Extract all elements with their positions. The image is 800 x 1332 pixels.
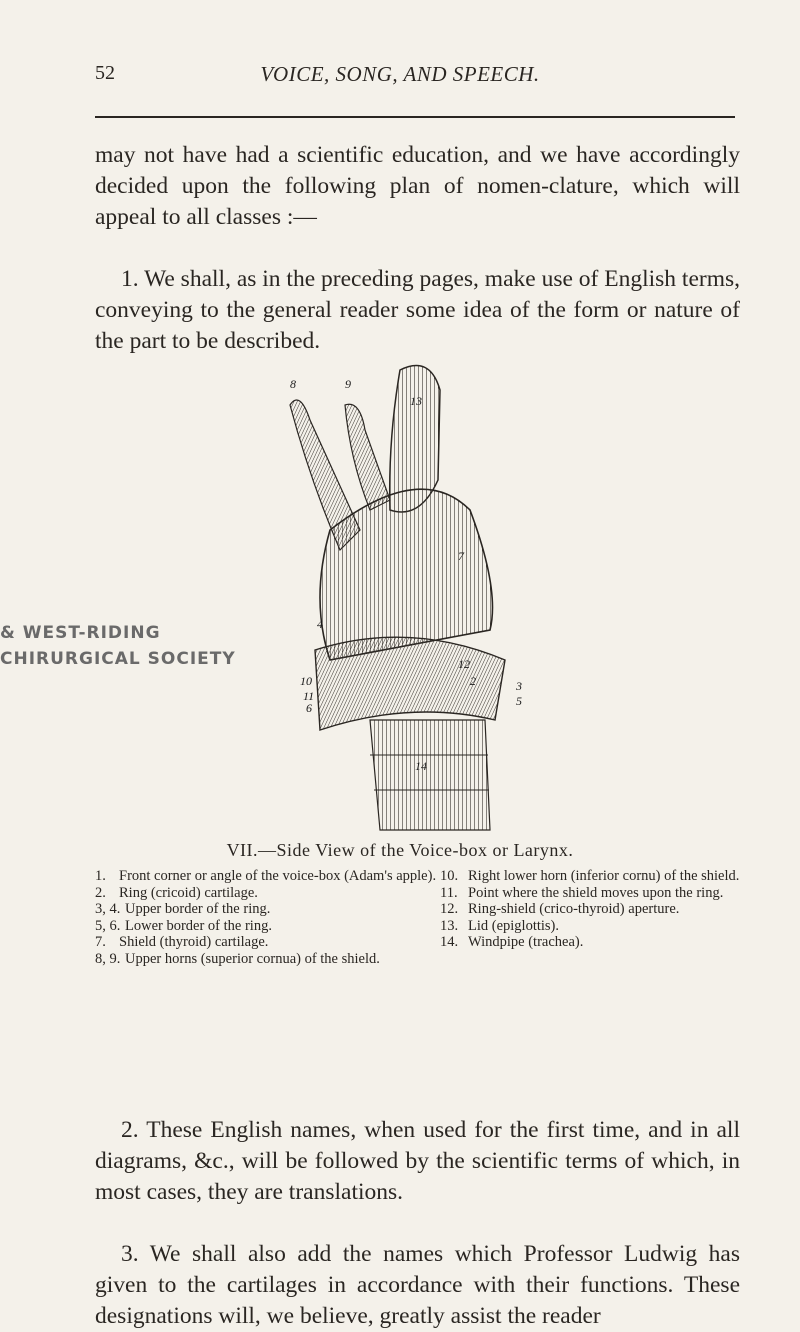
trachea xyxy=(370,720,490,830)
legend-item: 14. Windpipe (trachea). xyxy=(440,934,584,950)
paragraph-point-1: 1. We shall, as in the preceding pages, make use of English terms, conveying to the general reader some idea of the form or nature of the part to be described. xyxy=(95,266,740,354)
legend-item: 7. Shield (thyroid) cartilage. xyxy=(95,934,269,950)
stamp-line-1: & WEST-RIDING xyxy=(0,623,161,643)
cricoid-ring xyxy=(315,637,505,730)
label-7: 7 xyxy=(458,549,464,563)
legend-left xyxy=(95,868,440,967)
label-12: 12 xyxy=(458,657,470,671)
label-4: 4 xyxy=(317,617,323,631)
label-5: 5 xyxy=(516,694,522,708)
page-number: 52 xyxy=(95,62,115,84)
stamp-line-2: CHIRURGICAL SOCIETY xyxy=(0,649,236,669)
legend-item: 13. Lid (epiglottis). xyxy=(440,917,560,934)
legend-item: 11. Point where the shield moves upon the ring. xyxy=(440,884,724,901)
paragraph-point-3: 3. We shall also add the names which Professor Ludwig has given to the cartilages in accordance with their functions. These designations will, we believe, greatly assist the reader xyxy=(95,1241,740,1329)
label-9: 9 xyxy=(345,377,351,391)
header-rule xyxy=(95,116,735,118)
legend-item: 8, 9. Upper horns (superior cornua) of the shield. xyxy=(95,950,380,967)
label-10: 10 xyxy=(300,674,312,688)
label-3: 3 xyxy=(516,679,522,693)
larynx-illustration xyxy=(270,360,530,840)
superior-horn-right xyxy=(345,404,390,510)
label-14: 14 xyxy=(415,759,427,773)
label-2: 2 xyxy=(470,674,476,688)
label-13: 13 xyxy=(410,394,422,408)
legend-item: 1. Front corner or angle of the voice-box (Adam's apple). xyxy=(95,868,437,884)
label-11: 11 xyxy=(303,689,315,703)
running-head: VOICE, SONG, AND SPEECH. xyxy=(260,62,540,86)
library-stamp xyxy=(0,620,236,672)
legend-item: 2. Ring (cricoid) cartilage. xyxy=(95,884,258,901)
legend-right xyxy=(440,868,745,951)
label-6: 6 xyxy=(306,701,312,715)
paragraph-intro: may not have had a scientific education, and we have accordingly decided upon the following plan of nomen-clature, which will appeal to all classes :— xyxy=(95,142,740,230)
legend-item: 10. Right lower horn (inferior cornu) of the shield. xyxy=(440,868,740,884)
paragraph-point-2: 2. These English names, when used for the first time, and in all diagrams, &c., will be followed by the scientific terms of which, in most cases, they are translations. xyxy=(95,1117,740,1205)
legend-item: 3, 4. Upper border of the ring. xyxy=(95,901,271,917)
legend-item: 5, 6. Lower border of the ring. xyxy=(95,917,272,934)
label-8: 8 xyxy=(290,377,296,391)
larynx-drawing xyxy=(270,360,530,840)
figure-caption: VII.—Side View of the Voice-box or Larynx. xyxy=(226,840,574,860)
legend-item: 12. Ring-shield (crico-thyroid) aperture. xyxy=(440,901,680,917)
